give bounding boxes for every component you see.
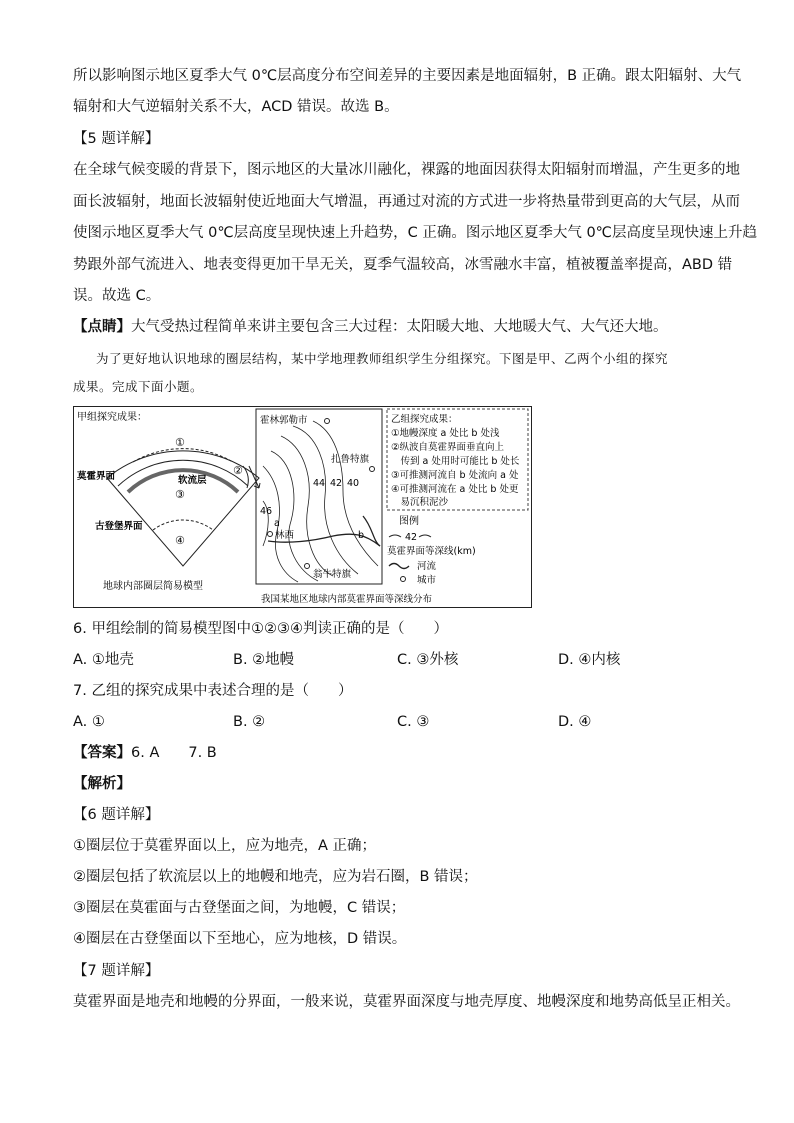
layer-number-1: ① [175,436,185,449]
paragraph-line: 在全球气候变暖的背景下，图示地区的大量冰川融化，裸露的地面因获得太阳辐射而增温，产生更多的地 [73,162,740,178]
point-a-label: a [274,518,280,529]
right-caption: 我国某地区地球内部莫霍界面等深线分布 [261,594,433,605]
answer-text: 6. A 7. B [131,745,217,761]
city-marker [325,419,330,424]
paragraph-line: 辐射和大气逆辐射关系不大，ACD 错误。故选 B。 [73,99,399,115]
paragraph-line: 势跟外部气流进入、地表变得更加干旱无关，夏季气温较高，冰雪融水丰富，植被覆盖率提高，ABD 错 [73,257,733,273]
detail-6-line: ④圈层在古登堡面以下至地心，应为地核，D 错误。 [73,931,407,947]
yi-item: 传到 a 处用时可能比 b 处长 [391,456,520,467]
yi-item: 易沉积泥沙 [391,497,449,508]
city-marker [370,467,375,472]
city-marker [305,564,310,569]
q6-option-c[interactable]: C. ③外核 [397,652,459,668]
tip-label: 【点睛】 [73,319,131,335]
paragraph-line: 所以影响图示地区夏季大气 0℃层高度分布空间差异的主要因素是地面辐射，B 正确。跟太阳辐射、大气 [73,68,742,84]
analysis-label: 【解析】 [73,776,131,792]
intro-line: 为了更好地认识地球的圈层结构，某中学地理教师组织学生分组探究。下图是甲、乙两个小组的探究 [96,351,669,366]
legend-river-label: 河流 [417,561,437,572]
city-label: 霍林郭勒市 [260,415,308,426]
paragraph-line: 面长波辐射，地面长波辐射使近地面大气增温，再通过对流的方式进一步将热量带到更高的大气层，从而 [73,194,740,210]
q6-option-a[interactable]: A. ①地壳 [73,652,134,668]
detail-6-title: 【6 题详解】 [73,807,160,823]
paragraph-line: 误。故选 C。 [73,288,161,304]
city-label: 扎鲁特旗 [331,454,370,465]
city-label: 翁牛特旗 [313,569,352,580]
detail-6-line: ③圈层在莫霍面与古登堡面之间，为地幔，C 错误； [73,900,406,916]
q7-option-a[interactable]: A. ① [73,714,105,730]
question-7-stem: 7. 乙组的探究成果中表述合理的是（ ） [73,683,353,699]
paragraph-line: 使图示地区夏季大气 0℃层高度呈现快速上升趋势，C 正确。图示地区夏季大气 0℃层高度呈现快速上升趋 [73,225,757,241]
intro-line: 成果。完成下面小题。 [73,379,204,394]
q6-option-b[interactable]: B. ②地幔 [233,652,295,668]
asthenosphere-label: 软流层 [178,475,207,486]
tip-text: 大气受热过程简单来讲主要包含三大过程：太阳暖大地、大地暖大气、大气还大地。 [131,319,668,335]
legend-contour-value: 42 [405,532,418,543]
gutenberg-label: 古登堡界面 [95,521,143,532]
answer-label: 【答案】 [73,745,131,761]
legend-title: 图例 [399,516,419,527]
contour-value: 42 [330,478,343,489]
yi-item: ④可推测河流在 a 处比 b 处更 [391,484,519,495]
contour-value: 44 [313,478,326,489]
left-caption: 地球内部圈层简易模型 [103,581,203,592]
q6-option-d[interactable]: D. ④内核 [558,652,621,668]
q7-option-b[interactable]: B. ② [233,714,266,730]
yi-item: ①地幔深度 a 处比 b 处浅 [391,428,500,439]
detail-6-line: ①圈层位于莫霍界面以上，应为地壳，A 正确； [73,838,377,854]
yi-item: ②纵波自莫霍界面垂直向上 [391,442,505,453]
legend-contour-label: 莫霍界面等深线(km) [387,546,476,557]
yi-title: 乙组探究成果： [391,414,458,425]
contour-value: 40 [347,478,360,489]
left-title: 甲组探究成果： [77,412,147,423]
contour-value: 46 [260,506,273,517]
legend-city-label: 城市 [417,575,437,586]
city-marker [268,532,273,537]
layer-number-2: ② [233,464,243,477]
tip-line [73,317,668,337]
moho-label: 莫霍界面 [77,471,116,482]
section-heading-5: 【5 题详解】 [73,131,160,147]
figure [73,406,532,608]
detail-7-line: 莫霍界面是地壳和地幔的分界面，一般来说，莫霍界面深度与地壳厚度、地幔深度和地势高低呈正相关。 [73,994,740,1010]
yi-item: ③可推测河流自 b 处流向 a 处 [391,470,519,481]
layer-number-4: ④ [175,534,185,547]
city-label: 林西 [275,530,295,541]
answer-line [73,743,217,763]
detail-7-title: 【7 题详解】 [73,963,160,979]
q7-option-c[interactable]: C. ③ [397,714,430,730]
point-b-label: b [358,530,365,541]
question-6-stem: 6. 甲组绘制的简易模型图中①②③④判读正确的是（ ） [73,621,448,637]
layer-number-3: ③ [175,488,185,501]
detail-6-line: ②圈层包括了软流层以上的地幔和地壳，应为岩石圈，B 错误； [73,869,478,885]
q7-option-d[interactable]: D. ④ [558,714,592,730]
